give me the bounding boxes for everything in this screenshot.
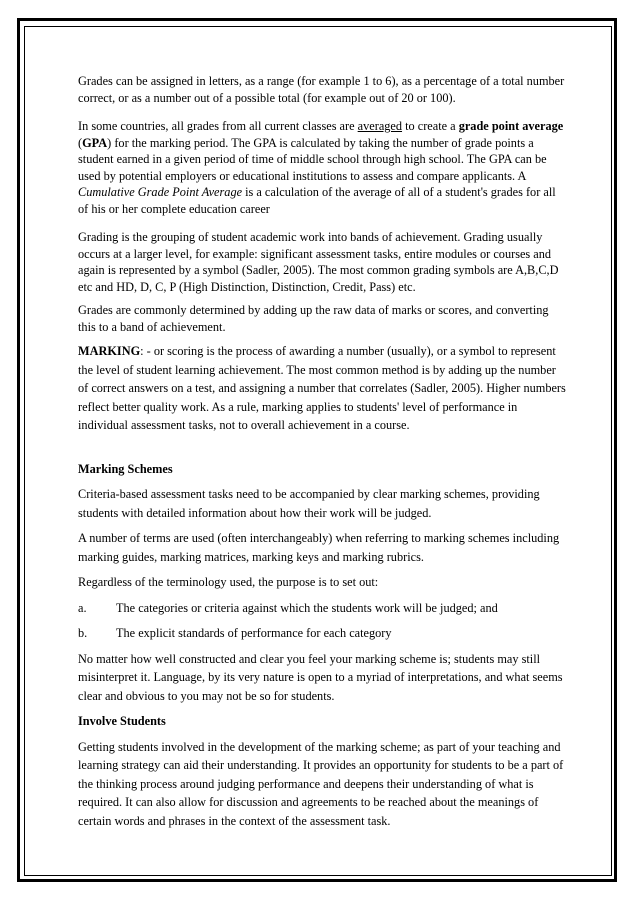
paragraph-misinterpret: No matter how well constructed and clear you feel your marking scheme is; students may still misinterpret it. Language, by its very nature is open to a myriad of interpretations, and what seems clear and obvious to you may not be so for students.	[78, 651, 563, 703]
list-item	[78, 599, 568, 618]
gpa-abbreviation: GPA	[82, 135, 108, 150]
averaged-term: averaged	[357, 119, 403, 133]
paragraph-grades-determined: Grades are commonly determined by adding up the raw data of marks or scores, and converting this to a band of achievement.	[78, 303, 549, 334]
cgpa-term: Cumulative Grade Point Average	[78, 185, 243, 199]
text-span: is a calculation of the average of all of a student's grades for all of his or her complete education career	[78, 185, 556, 216]
heading-involve-students: Involve Students	[78, 714, 166, 728]
document-body	[78, 73, 568, 837]
paragraph-grading-definition: Grading is the grouping of student academic work into bands of achievement. Grading usually occurs at a larger level, for example: significant assessment tasks, entire modules or courses and again is represented by a symbol (Sadler, 2005). The most common grading symbols are A,B,C,D etc and HD, D, C, P (High Distinction, Distinction, Credit, Pass) etc.	[78, 230, 559, 294]
text-span: (	[78, 135, 83, 150]
list-text: The explicit standards of performance for each category	[116, 626, 392, 640]
list-marker: a.	[78, 600, 87, 615]
paragraph-terms-used: A number of terms are used (often interchangeably) when referring to marking schemes including marking guides, marking matrices, marking keys and marking rubrics.	[78, 531, 560, 564]
text-span: ) for the marking period. The GPA is calculated by taking the number of grade points a student earned in a given period of time of middle school through high school. The GPA can be used by potential employers or educational institutions to assess and compare applicants. A	[78, 135, 547, 183]
paragraph-involve-students: Getting students involved in the development of the marking scheme; as part of your teaching and learning strategy can aid their understanding. It provides an opportunity for students to be a part of the thinking process around judging performance and deepens their understanding of what is required. It can also allow for discussion and agreements to be reached about the meanings of certain words and phrases in the context of the assessment task.	[78, 739, 564, 828]
text-span: : - or scoring is the process of awarding a number (usually), or a symbol to represent the level of student learning achievement. The most common method is by adding up the number of correct answers on a test, and assigning a number that correlates (Sadler, 2005). Higher numbers reflect better quality work. As a rule, marking applies to students' level of performance in individual assessment tasks, not to overall achievement in a course.	[78, 344, 566, 432]
paragraph-marking-definition	[78, 342, 568, 435]
text-span: In some countries, all grades from all current classes are	[78, 119, 358, 133]
gpa-term: grade point average	[458, 119, 564, 133]
text-span: to create a	[402, 119, 459, 133]
paragraph-grades-assignment: Grades can be assigned in letters, as a range (for example 1 to 6), as a percentage of a total number correct, or as a number out of a possible total (for example out of 20 or 100).	[78, 74, 565, 105]
list-text: The categories or criteria against which the students work will be judged; and	[116, 600, 498, 615]
heading-marking-schemes: Marking Schemes	[78, 461, 173, 476]
paragraph-gpa	[78, 118, 568, 217]
paragraph-criteria-based: Criteria-based assessment tasks need to be accompanied by clear marking schemes, providing students with detailed information about how their work will be judged.	[78, 487, 540, 520]
list-marker: b.	[78, 626, 88, 640]
paragraph-purpose: Regardless of the terminology used, the purpose is to set out:	[78, 575, 379, 589]
marking-term: MARKING	[78, 344, 141, 358]
list-item	[78, 624, 568, 643]
